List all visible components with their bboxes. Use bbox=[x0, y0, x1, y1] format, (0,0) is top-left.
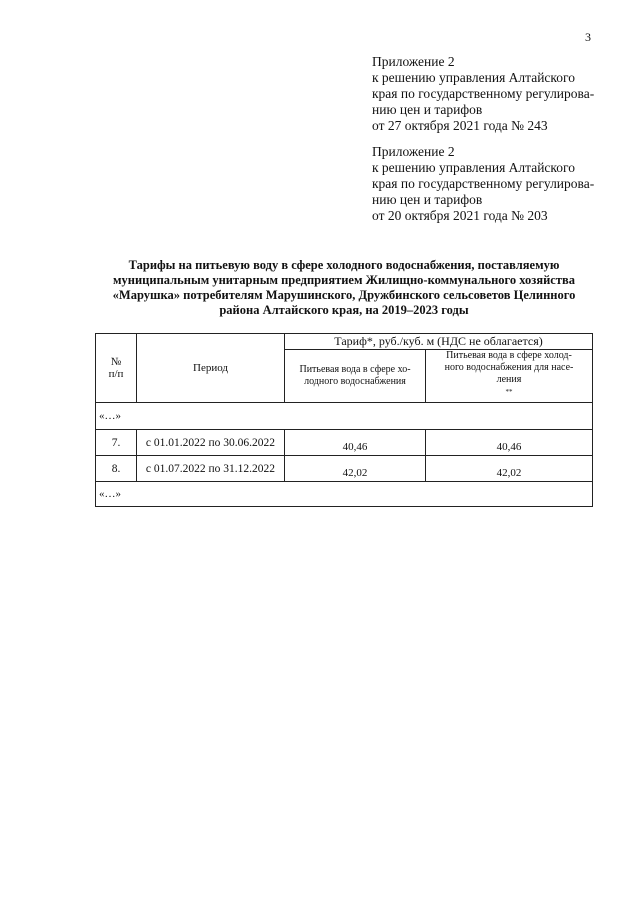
header-number bbox=[96, 334, 137, 403]
header-col-line: ного водоснабжения для насе- bbox=[444, 362, 574, 373]
appendix-line: края по государственному регулирова- bbox=[372, 176, 595, 191]
appendix-line: к решению управления Алтайского bbox=[372, 70, 575, 85]
appendix-line: края по государственному регулирова- bbox=[372, 86, 595, 101]
appendix-line: Приложение 2 bbox=[372, 144, 455, 159]
header-col-cold-water bbox=[285, 350, 426, 403]
title-line: Тарифы на питьевую воду в сфере холодного водоснабжения, поставляемую bbox=[128, 258, 560, 272]
row-value-population: 40,46 bbox=[426, 430, 593, 456]
header-number-line: п/п bbox=[108, 368, 124, 381]
appendix-note-1 bbox=[372, 54, 602, 134]
table-row bbox=[96, 482, 593, 507]
row-value-cold-water: 42,02 bbox=[285, 456, 426, 482]
header-col-population bbox=[426, 350, 593, 403]
title-line: района Алтайского края, на 2019–2023 годы bbox=[219, 303, 469, 317]
appendix-note-2 bbox=[372, 144, 602, 224]
appendix-line: от 20 октября 2021 года № 203 bbox=[372, 208, 548, 223]
document-title bbox=[94, 258, 594, 318]
tariff-table bbox=[95, 333, 593, 507]
appendix-line: нию цен и тарифов bbox=[372, 102, 483, 117]
table-row bbox=[96, 403, 593, 430]
appendix-line: нию цен и тарифов bbox=[372, 192, 483, 207]
table-row bbox=[96, 456, 593, 482]
title-line: «Марушка» потребителям Марушинского, Дружбинского сельсоветов Целинного bbox=[112, 288, 576, 302]
table-header-row bbox=[96, 334, 593, 350]
appendix-line: к решению управления Алтайского bbox=[372, 160, 575, 175]
header-col-word: ления bbox=[496, 374, 522, 385]
ellipsis-row: «…» bbox=[96, 403, 593, 430]
header-col-line: Питьевая вода в сфере холод- bbox=[446, 350, 572, 361]
header-tariff: Тариф*, руб./куб. м (НДС не облагается) bbox=[285, 334, 593, 350]
row-period: с 01.01.2022 по 30.06.2022 bbox=[137, 430, 285, 456]
header-number-line: № bbox=[110, 356, 122, 369]
row-period: с 01.07.2022 по 31.12.2022 bbox=[137, 456, 285, 482]
appendix-line: Приложение 2 bbox=[372, 54, 455, 69]
appendix-line: от 27 октября 2021 года № 243 bbox=[372, 118, 548, 133]
header-col-line bbox=[429, 374, 589, 402]
table-row bbox=[96, 430, 593, 456]
header-col-line: лодного водоснабжения bbox=[304, 376, 406, 388]
header-period: Период bbox=[137, 334, 285, 403]
ellipsis-row: «…» bbox=[96, 482, 593, 507]
row-number: 8. bbox=[96, 456, 137, 482]
footnote-mark: ** bbox=[505, 388, 513, 396]
header-col-line: Питьевая вода в сфере хо- bbox=[299, 364, 411, 376]
row-value-population: 42,02 bbox=[426, 456, 593, 482]
row-number: 7. bbox=[96, 430, 137, 456]
row-value-cold-water: 40,46 bbox=[285, 430, 426, 456]
title-line: муниципальным унитарным предприятием Жилищно-коммунального хозяйства bbox=[113, 273, 575, 287]
page-number: 3 bbox=[585, 30, 591, 44]
